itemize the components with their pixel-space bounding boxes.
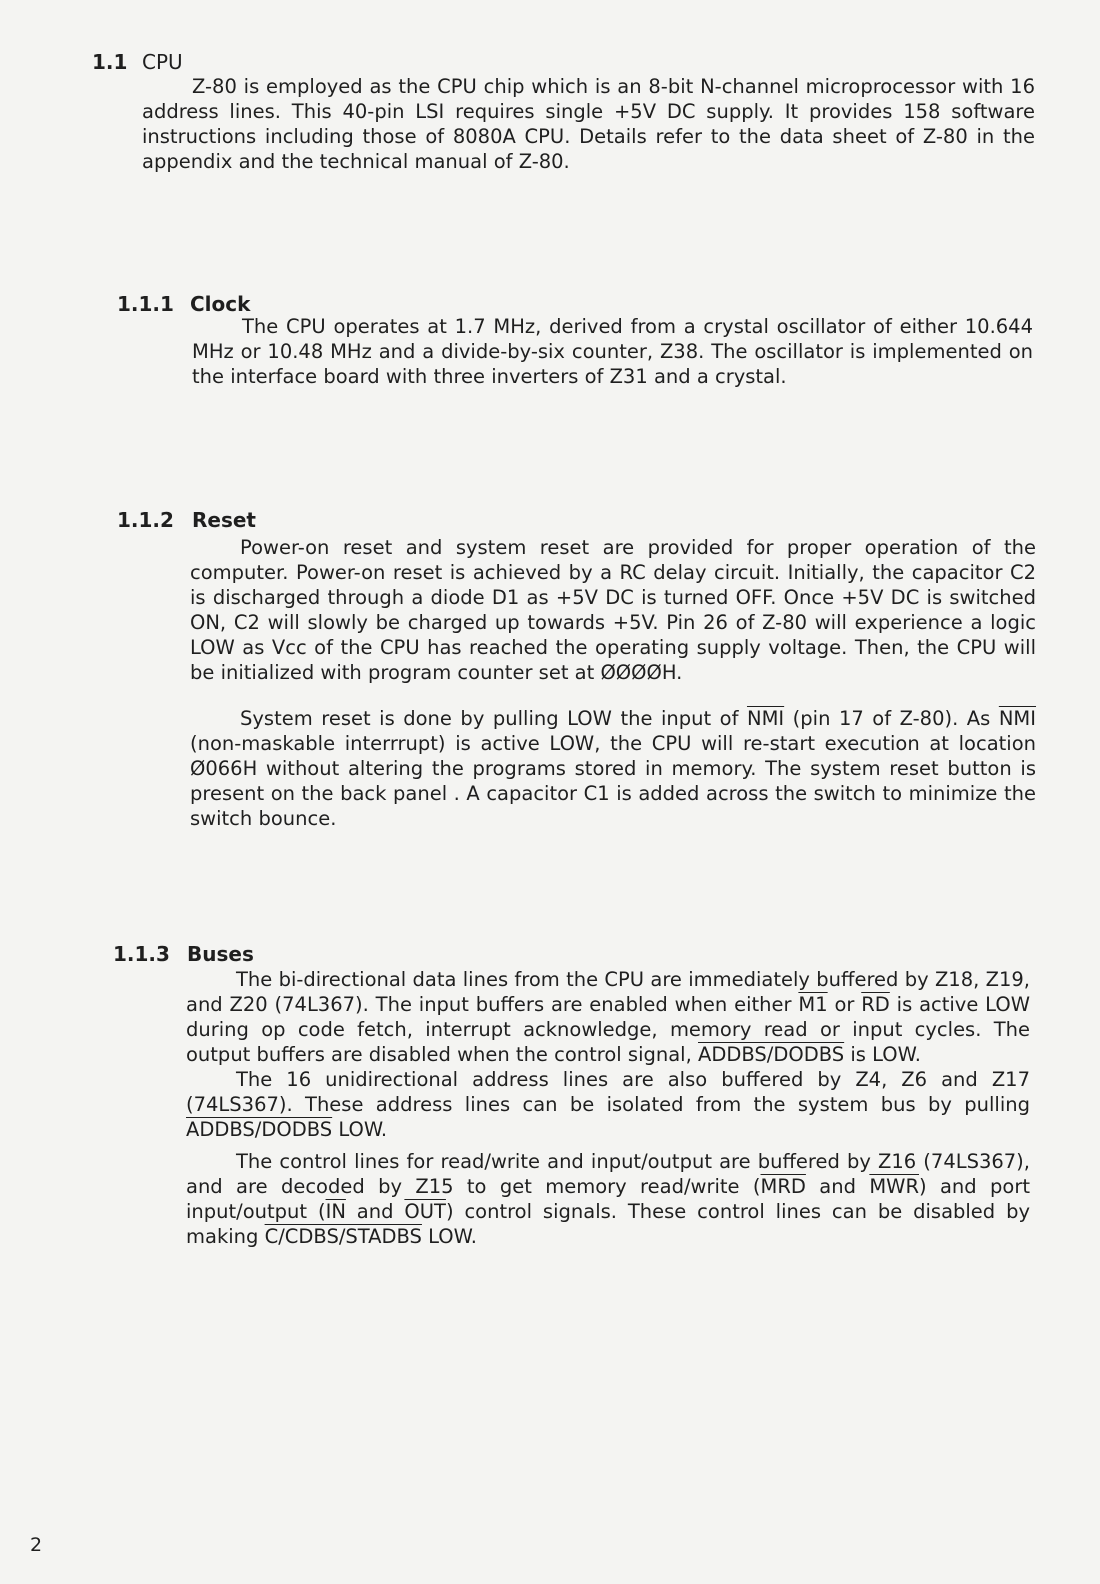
text-run: and bbox=[345, 1200, 405, 1223]
section-number: 1.1 bbox=[92, 50, 128, 74]
page-number: 2 bbox=[30, 1534, 43, 1556]
signal-nmi: $\overline{NMI}$ bbox=[746, 707, 785, 730]
signal-in: $\overline{IN}$ bbox=[325, 1200, 346, 1223]
section-heading-clock bbox=[117, 292, 250, 316]
section-title: Reset bbox=[192, 508, 256, 532]
text-run: and bbox=[805, 1175, 870, 1198]
text-run: System reset is done by pulling LOW the input of bbox=[240, 707, 747, 730]
section-heading-reset bbox=[117, 508, 256, 532]
paragraph-buses-1 bbox=[186, 967, 1030, 1067]
section-heading-cpu bbox=[92, 50, 183, 74]
text-run: LOW. bbox=[421, 1225, 477, 1248]
text-run: The bi-directional data lines from the CPU are immediately buffered by Z18, Z19, and Z20 (74L367). The input buffers are enabled when either bbox=[186, 968, 1030, 1016]
section-number: 1.1.2 bbox=[117, 508, 174, 532]
text-run: The control lines for read/write and input/output are buffered by Z16 (74LS367), and are decoded by Z15 to get memory read/write ( bbox=[186, 1150, 1030, 1198]
signal-c-cdbs-stadbs: C/CDBS/STADBS bbox=[264, 1225, 422, 1248]
text-run: is LOW. bbox=[844, 1043, 921, 1066]
signal-mwr: $\overline{MWR}$ bbox=[869, 1175, 919, 1198]
text-run: or bbox=[827, 993, 862, 1016]
signal-out: $\overline{OUT}$ bbox=[404, 1200, 446, 1223]
section-number: 1.1.1 bbox=[117, 292, 174, 316]
section-title: Buses bbox=[187, 942, 254, 966]
text-run: (non-maskable interrrupt) is active LOW, the CPU will re-start execution at location Ø066H without altering the programs stored in memory. The system reset button is present on the back panel . A capacitor C1 is added across the switch to minimize the switch bounce. bbox=[190, 732, 1036, 830]
signal-mrd: $\overline{MRD}$ bbox=[760, 1175, 806, 1198]
text-run: (pin 17 of Z-80). As bbox=[784, 707, 999, 730]
text-run: is active LOW during op code fetch, interrupt acknowledge, memory read or input cycles. The output buffers are disabled when the control signal, bbox=[186, 993, 1030, 1066]
signal-addbs-dodbs: ADDBS/DODBS bbox=[186, 1118, 333, 1141]
text-run: ) and port input/output ( bbox=[186, 1175, 1030, 1223]
text-run: The 16 unidirectional address lines are also buffered by Z4, Z6 and Z17 (74LS367). These address lines can be isolated from the system bus by pulling bbox=[186, 1068, 1030, 1116]
signal-addbs-dodbs: ADDBS/DODBS bbox=[698, 1043, 845, 1066]
section-heading-buses bbox=[113, 942, 254, 966]
text-run: LOW. bbox=[332, 1118, 388, 1141]
text-run: ) control signals. These control lines can be disabled by making bbox=[186, 1200, 1030, 1248]
paragraph-reset-1: Power-on reset and system reset are provided for proper operation of the computer. Power-on reset is achieved by a RC delay circuit. Initially, the capacitor C2 is discharged through a diode D1 as +5V DC is turned OFF. Once +5V DC is switched ON, C2 will slowly be charged up towards +5V. Pin 26 of Z-80 will experience a logic LOW as Vcc of the CPU has reached the operating supply voltage. Then, the CPU will be initialized with program counter set at ØØØØH. bbox=[190, 536, 1036, 684]
section-number: 1.1.3 bbox=[113, 942, 170, 966]
signal-nmi: $\overline{NMI}$ bbox=[998, 707, 1037, 730]
paragraph-cpu: Z-80 is employed as the CPU chip which is an 8-bit N-channel microprocessor with 16 address lines. This 40-pin LSI requires single +5V DC supply. It provides 158 software instructions including those of 8080A CPU. Details refer to the data sheet of Z-80 in the appendix and the technical manual of Z-80. bbox=[142, 75, 1035, 173]
signal-rd: $\overline{RD}$ bbox=[861, 993, 890, 1016]
paragraph-buses-3 bbox=[186, 1149, 1030, 1249]
section-title: Clock bbox=[190, 292, 251, 316]
paragraph-clock: The CPU operates at 1.7 MHz, derived from a crystal oscillator of either 10.644 MHz or 10.48 MHz and a divide-by-six counter, Z38. The oscillator is implemented on the interface board with three inverters of Z31 and a crystal. bbox=[192, 315, 1033, 388]
signal-m1: M1 bbox=[798, 993, 828, 1016]
paragraph-buses-2 bbox=[186, 1067, 1030, 1142]
section-title: CPU bbox=[142, 50, 183, 74]
paragraph-reset-2 bbox=[190, 706, 1036, 831]
